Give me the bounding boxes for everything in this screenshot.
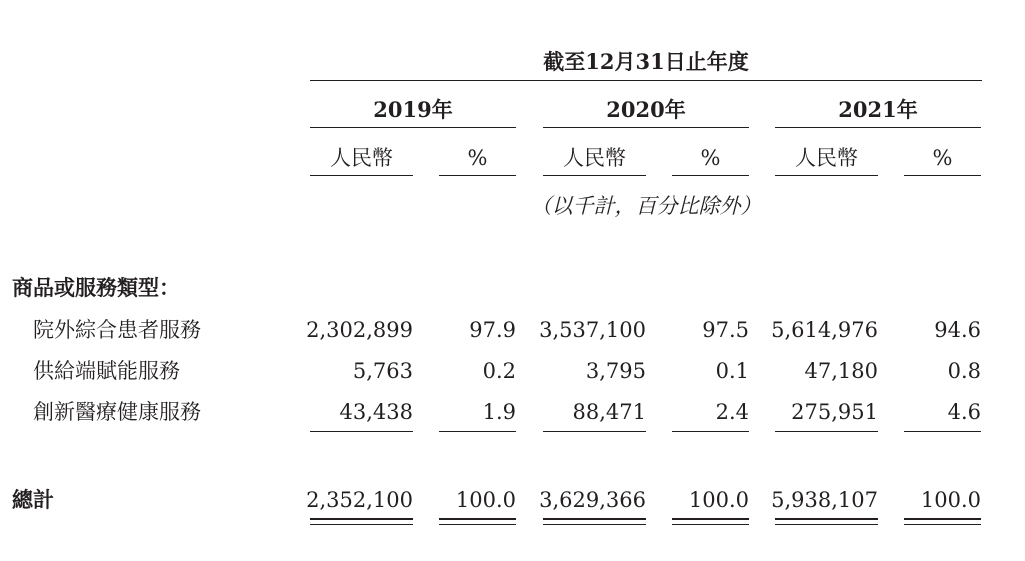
year-header-2021: 2021年 xyxy=(838,97,918,122)
total-value: 100.0 xyxy=(688,488,749,512)
col-underline xyxy=(775,175,878,176)
year-underline-2021 xyxy=(775,127,981,128)
total-value: 100.0 xyxy=(920,488,981,512)
total-double-rule xyxy=(310,518,413,525)
row-value: 5,763 xyxy=(352,359,413,383)
col-underline xyxy=(439,175,516,176)
subtotal-rule xyxy=(904,431,981,432)
total-value: 5,938,107 xyxy=(771,488,878,512)
col-underline xyxy=(543,175,646,176)
total-label: 總計 xyxy=(12,487,54,512)
total-double-rule xyxy=(672,518,749,525)
col-underline xyxy=(310,175,413,176)
col-header-pct-2019: % xyxy=(467,146,488,170)
row-label: 供給端賦能服務 xyxy=(33,359,180,383)
section-title: 商品或服務類型： xyxy=(12,275,180,300)
col-underline xyxy=(672,175,749,176)
year-header-2019: 2019年 xyxy=(373,97,453,122)
unit-note: （以千計，百分比除外） xyxy=(530,194,762,218)
row-value: 0.1 xyxy=(715,359,749,383)
total-double-rule xyxy=(439,518,516,525)
total-value: 3,629,366 xyxy=(539,488,646,512)
period-underline xyxy=(310,80,982,81)
col-header-rmb-2019: 人民幣 xyxy=(330,146,393,170)
row-value: 94.6 xyxy=(934,318,981,342)
total-value: 100.0 xyxy=(455,488,516,512)
subtotal-rule xyxy=(543,431,646,432)
row-value: 3,537,100 xyxy=(539,318,646,342)
year-underline-2019 xyxy=(310,127,516,128)
row-value: 4.6 xyxy=(947,400,981,424)
row-value: 47,180 xyxy=(804,359,878,383)
col-header-rmb-2021: 人民幣 xyxy=(795,146,858,170)
row-value: 0.8 xyxy=(947,359,981,383)
row-value: 2,302,899 xyxy=(306,318,413,342)
col-header-pct-2021: % xyxy=(932,146,953,170)
row-label: 院外綜合患者服務 xyxy=(33,318,201,342)
row-value: 3,795 xyxy=(585,359,646,383)
col-underline xyxy=(904,175,981,176)
total-double-rule xyxy=(775,518,878,525)
subtotal-rule xyxy=(310,431,413,432)
row-value: 1.9 xyxy=(482,400,516,424)
row-value: 88,471 xyxy=(572,400,646,424)
row-value: 275,951 xyxy=(791,400,878,424)
year-header-2020: 2020年 xyxy=(606,97,686,122)
col-header-pct-2020: % xyxy=(700,146,721,170)
row-value: 0.2 xyxy=(482,359,516,383)
year-underline-2020 xyxy=(543,127,749,128)
period-header: 截至12月31日止年度 xyxy=(543,49,749,74)
subtotal-rule xyxy=(775,431,878,432)
subtotal-rule xyxy=(439,431,516,432)
row-value: 97.9 xyxy=(469,318,516,342)
row-value: 5,614,976 xyxy=(771,318,878,342)
total-double-rule xyxy=(904,518,981,525)
row-label: 創新醫療健康服務 xyxy=(33,400,201,424)
col-header-rmb-2020: 人民幣 xyxy=(563,146,626,170)
row-value: 97.5 xyxy=(702,318,749,342)
row-value: 2.4 xyxy=(715,400,749,424)
subtotal-rule xyxy=(672,431,749,432)
row-value: 43,438 xyxy=(339,400,413,424)
total-double-rule xyxy=(543,518,646,525)
total-value: 2,352,100 xyxy=(306,488,413,512)
